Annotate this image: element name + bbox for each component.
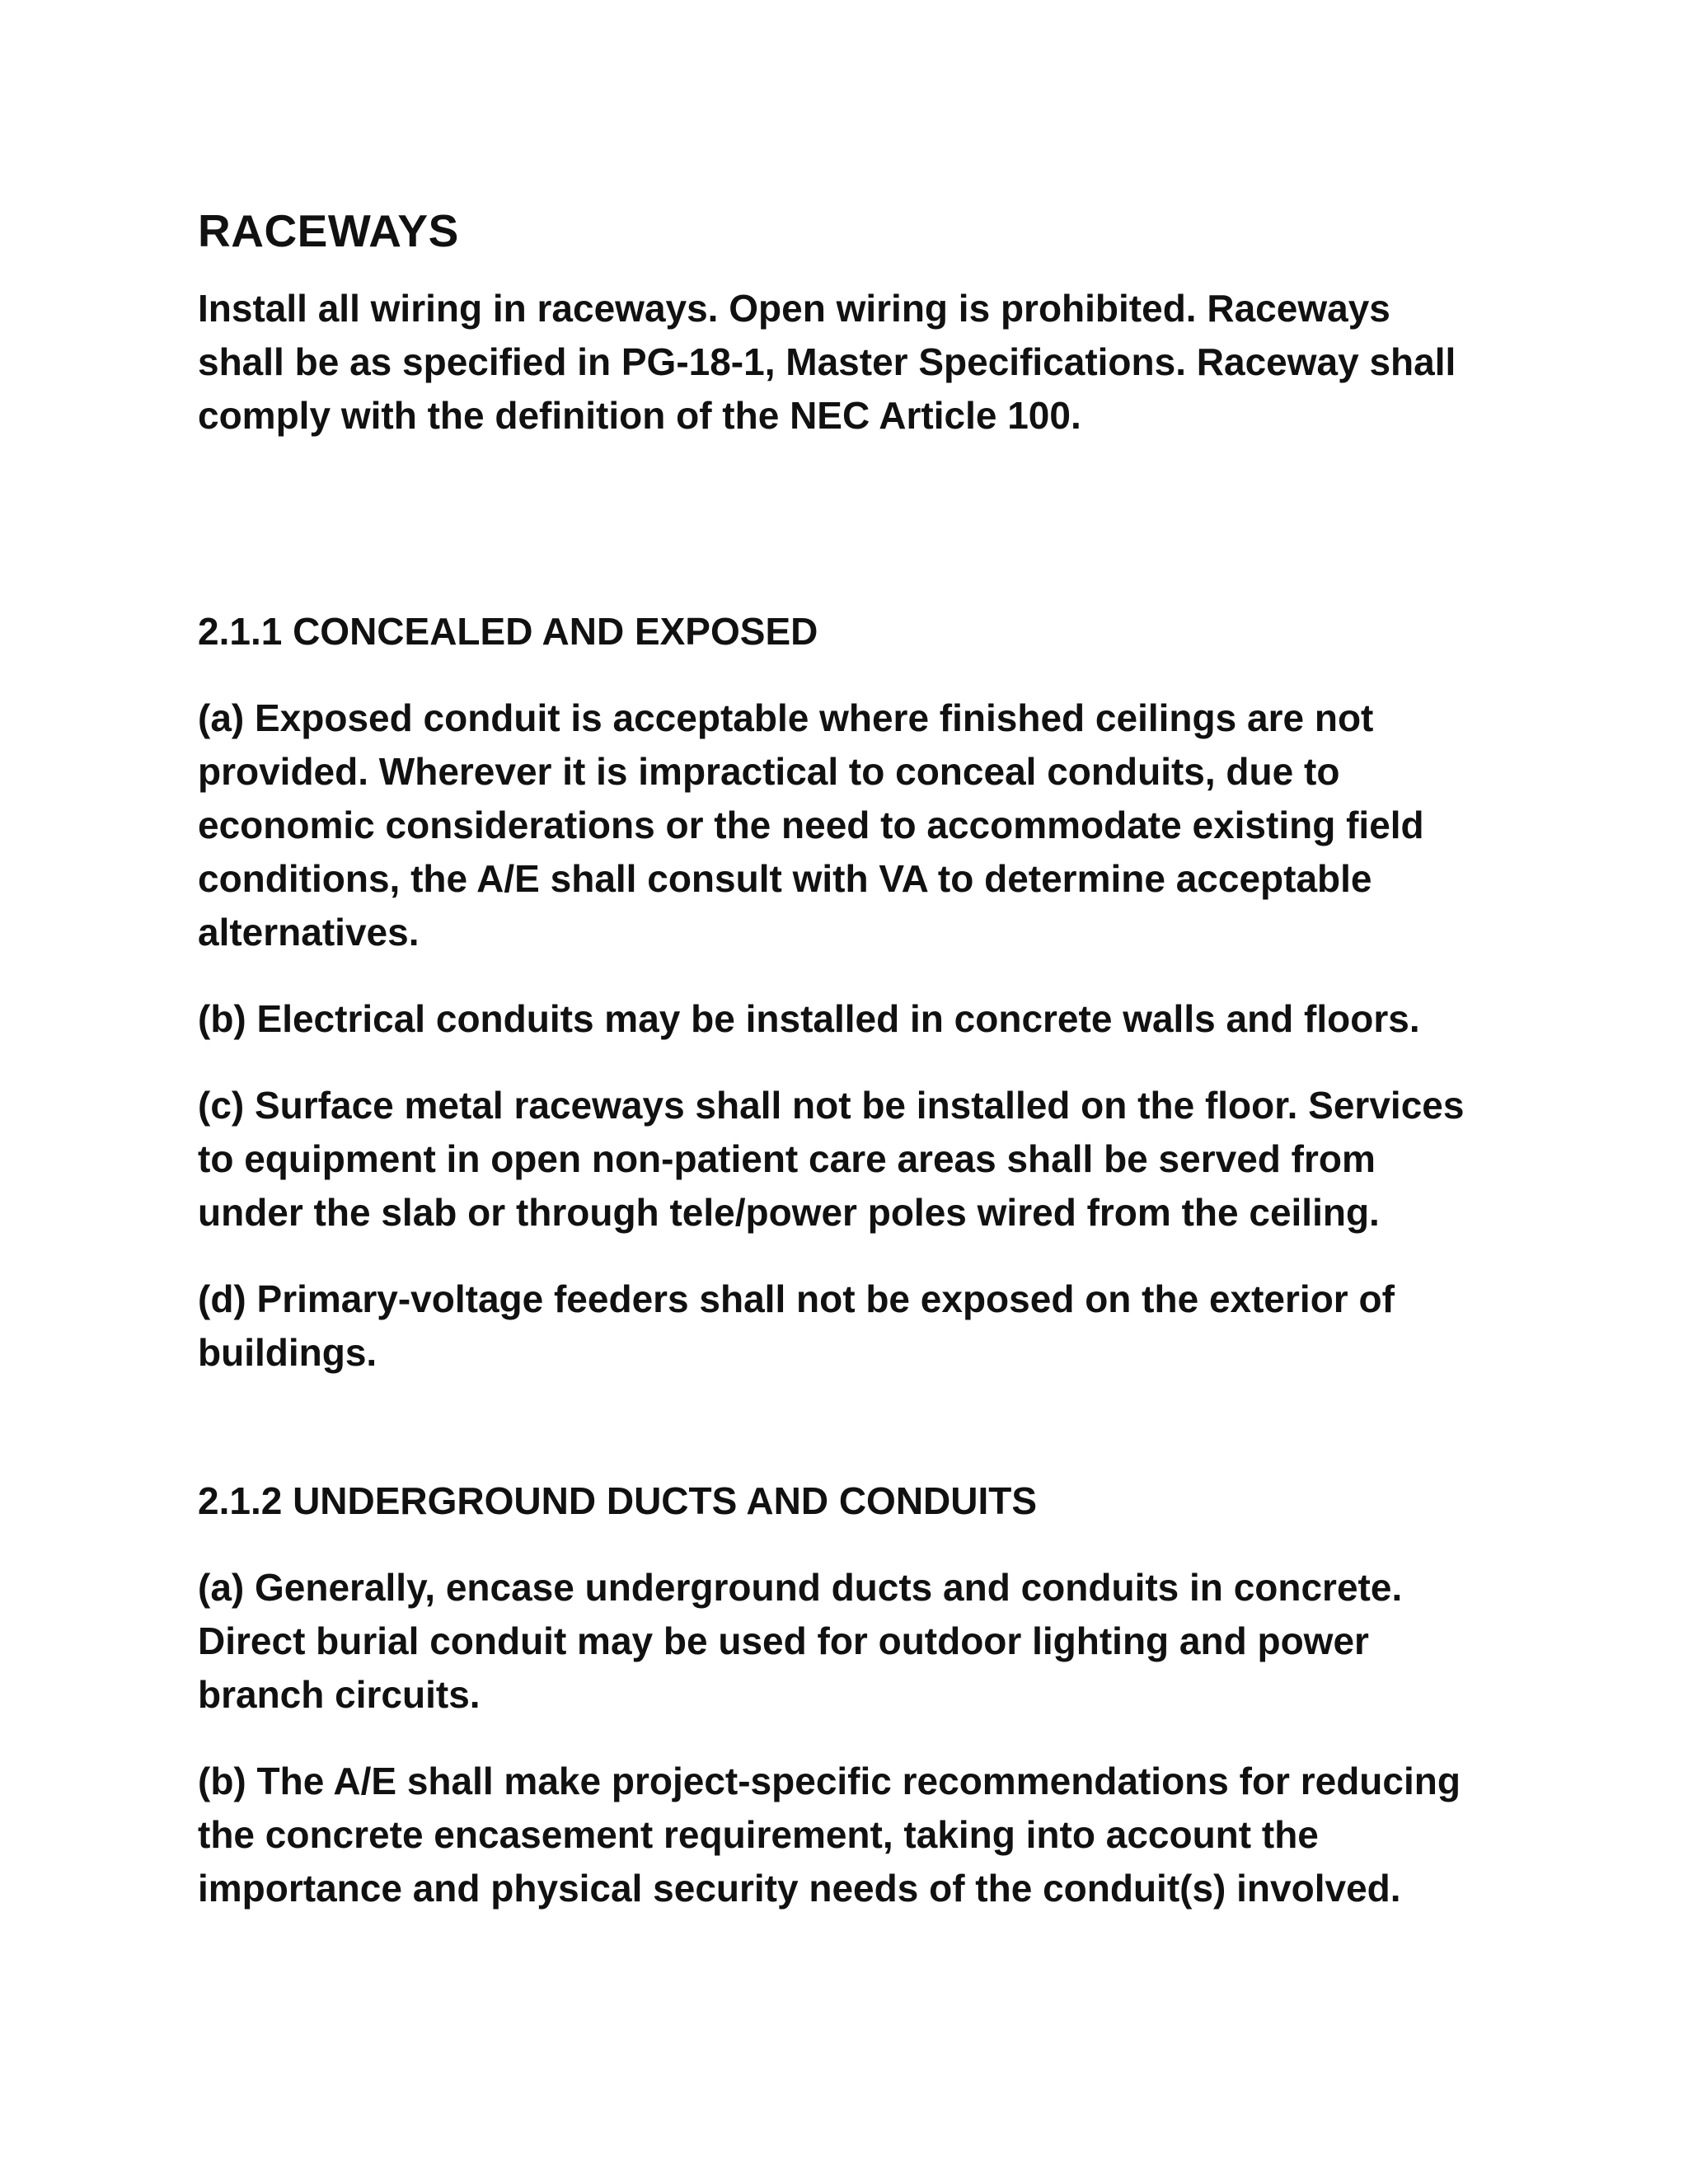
- section-heading-underground-ducts: 2.1.2 UNDERGROUND DUCTS AND CONDUITS: [198, 1479, 1038, 1522]
- section-paragraph: (d) Primary-voltage feeders shall not be exposed on the exterior of buildings.: [198, 1277, 1395, 1374]
- section-paragraph: (b) Electrical conduits may be installed in concrete walls and floors.: [198, 997, 1420, 1040]
- section-paragraph: (b) The A/E shall make project-specific recommendations for reducing the concrete encasement requirement, taking into account the importance and physical security needs of the conduit(s) involved.: [198, 1760, 1461, 1910]
- intro-paragraph: Install all wiring in raceways. Open wiring is prohibited. Raceways shall be as specified in PG-18-1, Master Specifications. Raceway shall comply with the definition of the NEC Article 100.: [198, 287, 1456, 437]
- section-paragraph: (a) Generally, encase underground ducts and conduits in concrete. Direct burial conduit may be used for outdoor lighting and power branch circuits.: [198, 1566, 1403, 1716]
- section-paragraph: (c) Surface metal raceways shall not be installed on the floor. Services to equipment in open non-patient care areas shall be served from under the slab or through tele/power poles wired from the ceiling.: [198, 1084, 1465, 1234]
- section-heading-concealed-exposed: 2.1.1 CONCEALED AND EXPOSED: [198, 610, 818, 653]
- document-page: [198, 198, 1484, 1915]
- section-paragraph: (a) Exposed conduit is acceptable where finished ceilings are not provided. Wherever it is impractical to conceal conduits, due to economic considerations or the need to accommodate existing field conditions, the A/E shall consult with VA to determine acceptable alternatives.: [198, 696, 1424, 954]
- page-title: RACEWAYS: [198, 205, 459, 256]
